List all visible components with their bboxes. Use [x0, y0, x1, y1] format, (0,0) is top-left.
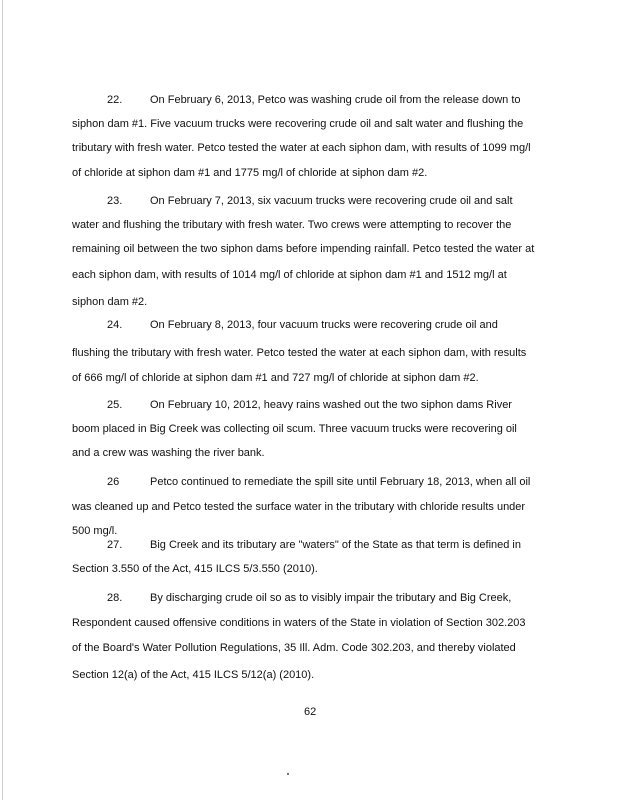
text-line: On February 10, 2012, heavy rains washed out the two siphon dams River [150, 399, 512, 411]
text-line: Petco continued to remediate the spill site until February 18, 2013, when all oil [150, 476, 531, 488]
text-line: siphon dam #2. [72, 296, 148, 308]
text-line: siphon dam #1. Five vacuum trucks were recovering crude oil and salt water and flushing the [72, 118, 524, 130]
text-line: boom placed in Big Creek was collecting oil scum. Three vacuum trucks were recovering oil [72, 423, 517, 435]
scan-edge [2, 0, 3, 800]
text-line: On February 6, 2013, Petco was washing crude oil from the release down to [150, 94, 521, 106]
paragraph-number: 23. [107, 195, 123, 207]
text-line: By discharging crude oil so as to visibly impair the tributary and Big Creek, [150, 592, 512, 604]
paragraph-number: 22. [107, 94, 123, 106]
text-line: Section 12(a) of the Act, 415 ILCS 5/12(a) (2010). [72, 669, 315, 681]
text-line: water and flushing the tributary with fresh water. Two crews were attempting to recover the [72, 219, 512, 231]
scan-speck [287, 773, 289, 775]
text-line: On February 7, 2013, six vacuum trucks were recovering crude oil and salt [150, 195, 513, 207]
text-line: of 666 mg/l of chloride at siphon dam #1 and 727 mg/l of chloride at siphon dam #2. [72, 372, 479, 384]
paragraph-number: 27. [107, 539, 123, 551]
text-line: of the Board's Water Pollution Regulations, 35 Ill. Adm. Code 302.203, and thereby violated [72, 642, 516, 654]
text-line: Respondent caused offensive conditions in waters of the State in violation of Section 302.203 [72, 617, 526, 629]
text-line: and a crew was washing the river bank. [72, 447, 265, 459]
text-line: flushing the tributary with fresh water. Petco tested the water at each siphon dam, with results [72, 347, 527, 359]
paragraph-number: 24. [107, 319, 123, 331]
page-number: 62 [304, 706, 317, 718]
text-line: Big Creek and its tributary are "waters" of the State as that term is defined in [150, 539, 521, 551]
paragraph-number: 25. [107, 399, 123, 411]
text-line: each siphon dam, with results of 1014 mg/l of chloride at siphon dam #1 and 1512 mg/l at [72, 269, 507, 281]
text-line: remaining oil between the two siphon dams before impending rainfall. Petco tested the water at [72, 243, 535, 255]
paragraph-number: 26 [107, 476, 120, 488]
paragraph-number: 28. [107, 592, 123, 604]
text-line: of chloride at siphon dam #1 and 1775 mg/l of chloride at siphon dam #2. [72, 167, 428, 179]
text-line: 500 mg/l. [72, 525, 118, 537]
text-line: tributary with fresh water. Petco tested the water at each siphon dam, with results of 1099 mg/l [72, 142, 531, 154]
text-line: On February 8, 2013, four vacuum trucks were recovering crude oil and [150, 319, 498, 331]
text-line: was cleaned up and Petco tested the surface water in the tributary with chloride results under [72, 501, 526, 513]
text-line: Section 3.550 of the Act, 415 ILCS 5/3.550 (2010). [72, 563, 318, 575]
